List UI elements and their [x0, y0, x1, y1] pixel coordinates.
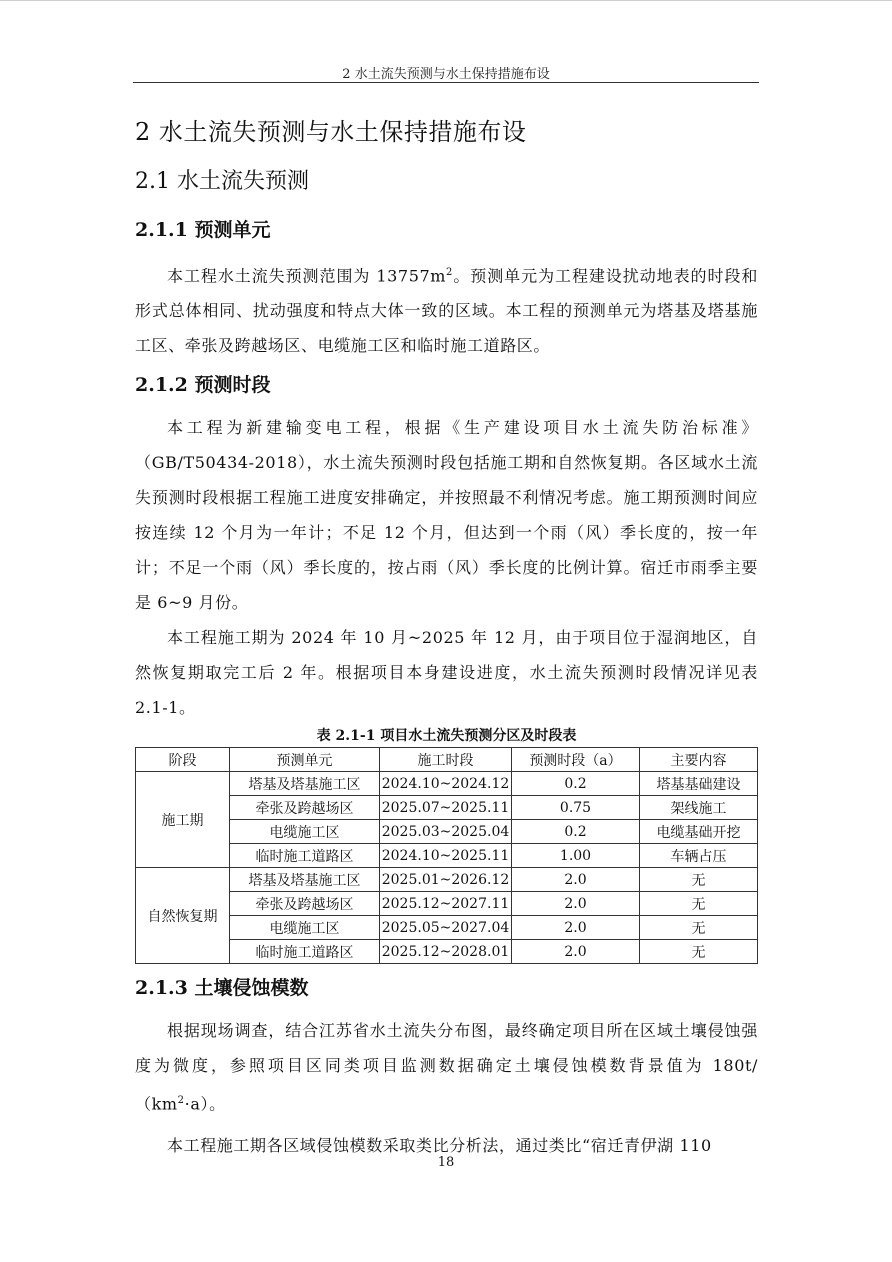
table-row	[136, 892, 758, 916]
page-number: 18	[437, 1155, 455, 1170]
table-cell: 车辆占压	[640, 844, 758, 868]
table-caption: 表 2.1-1 项目水土流失预测分区及时段表	[316, 728, 577, 745]
paragraph-prediction-unit	[135, 255, 758, 363]
running-header: 2 水土流失预测与水土保持措施布设	[342, 67, 550, 82]
section-2-1-title: 2.1 水土流失预测	[135, 169, 309, 194]
table-row	[136, 820, 758, 844]
paragraph-erosion-background	[135, 1013, 758, 1121]
table-cell: 架线施工	[640, 796, 758, 820]
header-cell: 预测时段（a）	[512, 748, 640, 772]
table-header-row	[136, 748, 758, 772]
prediction-table	[135, 747, 758, 964]
table-cell: 无	[640, 868, 758, 892]
table-row	[136, 844, 758, 868]
superscript: 2	[446, 267, 453, 278]
table-row	[136, 772, 758, 796]
table-cell: 牵张及跨越场区	[230, 892, 380, 916]
table-row	[136, 940, 758, 964]
table-cell: 塔基基础建设	[640, 772, 758, 796]
table-row	[136, 916, 758, 940]
table-cell: 无	[640, 892, 758, 916]
header-cell: 施工时段	[380, 748, 512, 772]
table-cell: 塔基及塔基施工区	[230, 868, 380, 892]
table-cell: 2025.07~2025.11	[380, 796, 512, 820]
section-2-1-1-title: 2.1.1 预测单元	[135, 219, 271, 241]
paragraph-prediction-period: 本工程为新建输变电工程，根据《生产建设项目水土流失防治标准》（GB/T50434-2018），水土流失预测时段包括施工期和自然恢复期。各区域水土流失预测时段根据工程施工进度安排确定，并按照最不利情况考虑。施工期预测时间应按连续 12 个月为一年计；不足 12 个月，但达到一个雨（风）季长度的，按一年计；不足一个雨（风）季长度的，按占雨（风）季长度的比例计算。宿迁市雨季主要是 6~9 月份。	[135, 418, 758, 613]
table-cell: 2025.05~2027.04	[380, 916, 512, 940]
table-cell: 2025.12~2028.01	[380, 940, 512, 964]
section-2-1-2-title: 2.1.2 预测时段	[135, 374, 271, 397]
table-cell: 塔基及塔基施工区	[230, 772, 380, 796]
paragraph-erosion-analogy: 本工程施工期各区域侵蚀模数采取类比分析法，通过类比“宿迁青伊湖 110	[167, 1135, 712, 1155]
chapter-title: 2 水土流失预测与水土保持措施布设	[135, 118, 527, 146]
superscript: 2	[177, 1095, 185, 1107]
table-cell: 电缆施工区	[230, 820, 380, 844]
stage-cell: 施工期	[136, 772, 230, 868]
header-cell: 阶段	[136, 748, 230, 772]
table-cell: 电缆基础开挖	[640, 820, 758, 844]
table-cell: 电缆施工区	[230, 916, 380, 940]
table-row	[136, 868, 758, 892]
table-cell: 0.75	[512, 796, 640, 820]
table-cell: 临时施工道路区	[230, 940, 380, 964]
text-run: 。预测单元为工程建设扰动地表的时段和形式总体相同、扰动强度和特点大体一致的区域。本工程的预测单元为塔基及塔基施工区、牵张及跨越场区、电缆施工区和临时施工道路区。	[135, 266, 758, 356]
header-rule	[133, 82, 759, 83]
table-cell: 2025.12~2027.11	[380, 892, 512, 916]
table-cell: 2.0	[512, 868, 640, 892]
table-row	[136, 796, 758, 820]
table-cell: 牵张及跨越场区	[230, 796, 380, 820]
table-cell: 2.0	[512, 916, 640, 940]
text-run: 本工程水土流失预测范围为 13757m	[167, 266, 447, 286]
table-cell: 1.00	[512, 844, 640, 868]
table-cell: 2025.03~2025.04	[380, 820, 512, 844]
table-cell: 无	[640, 916, 758, 940]
table-cell: 2.0	[512, 892, 640, 916]
table-cell: 2025.01~2026.12	[380, 868, 512, 892]
header-cell: 主要内容	[640, 748, 758, 772]
header-cell: 预测单元	[230, 748, 380, 772]
stage-cell: 自然恢复期	[136, 868, 230, 964]
table-cell: 0.2	[512, 772, 640, 796]
text-run: 根据现场调查，结合江苏省水土流失分布图，最终确定项目所在区域土壤侵蚀强度为微度，参照项目区同类项目监测数据确定土壤侵蚀模数背景值为 180t/（km	[135, 1021, 758, 1114]
page-top-edge	[0, 0, 892, 15]
paragraph-construction-period: 本工程施工期为 2024 年 10 月~2025 年 12 月，由于项目位于湿润地区，自然恢复期取完工后 2 年。根据项目本身建设进度，水土流失预测时段情况详见表 2.1-1。	[135, 628, 758, 718]
section-2-1-3-title: 2.1.3 土壤侵蚀模数	[135, 977, 309, 1000]
table-cell: 临时施工道路区	[230, 844, 380, 868]
table-cell: 0.2	[512, 820, 640, 844]
table-cell: 2024.10~2025.11	[380, 844, 512, 868]
table-cell: 2.0	[512, 940, 640, 964]
text-run: ·a）。	[184, 1094, 226, 1114]
table-cell: 2024.10~2024.12	[380, 772, 512, 796]
document-body	[135, 110, 758, 1163]
table-cell: 无	[640, 940, 758, 964]
